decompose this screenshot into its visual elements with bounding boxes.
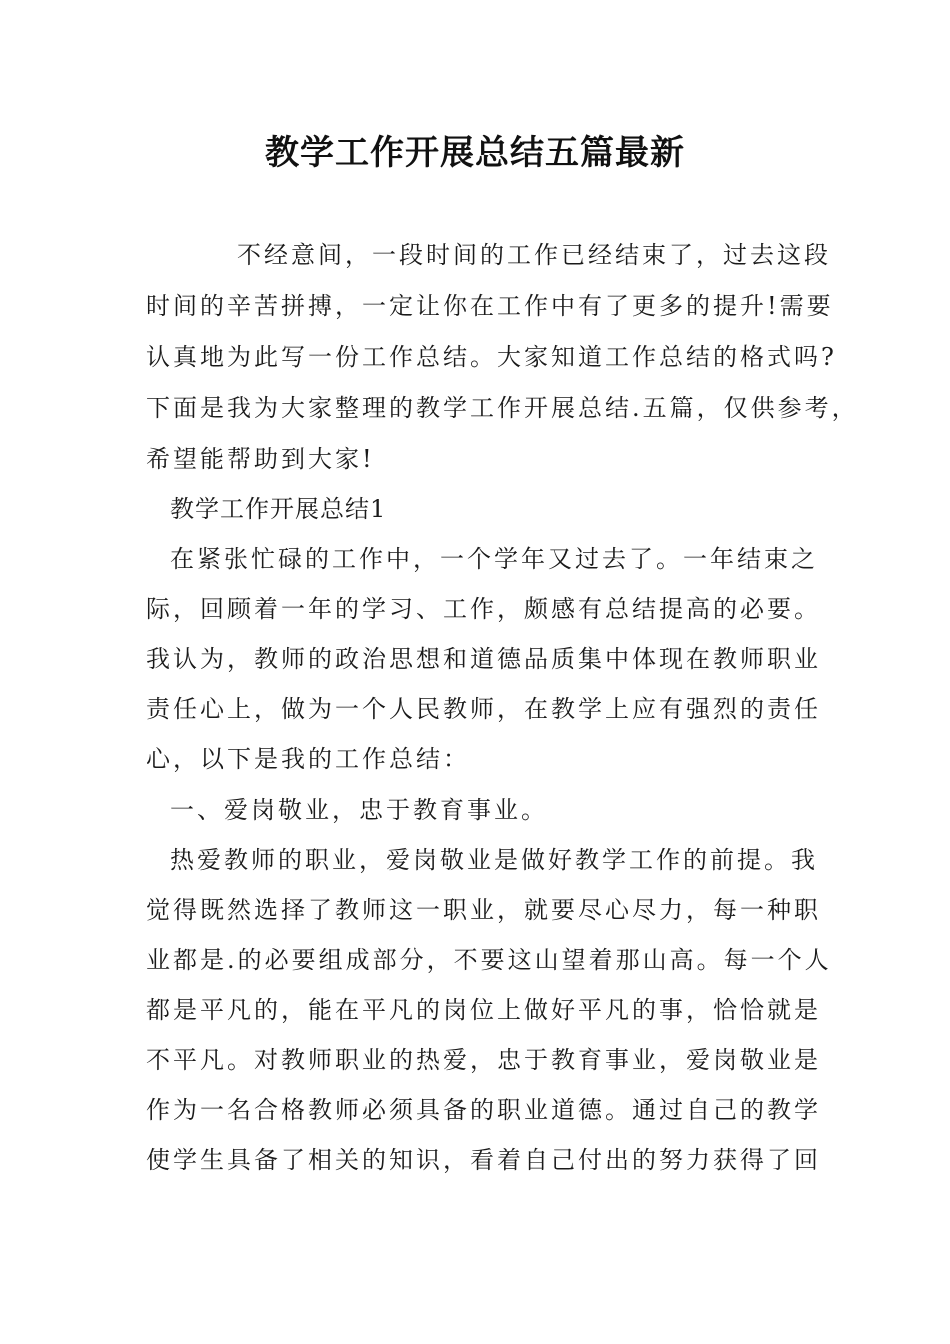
text-line: 业都是.的必要组成部分，不要这山望着那山高。每一个人	[146, 946, 832, 974]
text-line: 心，以下是我的工作总结：	[146, 745, 470, 773]
document-title: 教学工作开展总结五篇最新	[265, 133, 685, 173]
text-line: 作为一名合格教师必须具备的职业道德。通过自己的教学	[146, 1096, 821, 1124]
text-line: 认真地为此写一份工作总结。大家知道工作总结的格式吗?	[146, 343, 837, 371]
subsection-heading: 一、爱岗敬业，忠于教育事业。	[170, 796, 548, 824]
text-line: 时间的辛苦拼搏，一定让你在工作中有了更多的提升!需要	[146, 292, 834, 320]
text-line: 际，回顾着一年的学习、工作，颇感有总结提高的必要。	[146, 595, 821, 623]
text-line: 希望能帮助到大家!	[146, 445, 375, 473]
text-line: 我认为，教师的政治思想和道德品质集中体现在教师职业	[146, 645, 821, 673]
text-line: 都是平凡的，能在平凡的岗位上做好平凡的事，恰恰就是	[146, 996, 821, 1024]
text-line: 热爱教师的职业，爱岗敬业是做好教学工作的前提。我	[170, 846, 818, 874]
text-line: 下面是我为大家整理的教学工作开展总结.五篇，仅供参考，	[146, 394, 859, 422]
section-heading: 教学工作开展总结1	[170, 495, 387, 523]
text-line: 责任心上，做为一个人民教师，在教学上应有强烈的责任	[146, 695, 821, 723]
text-line: 使学生具备了相关的知识，看着自己付出的努力获得了回	[146, 1146, 821, 1174]
text-line: 不经意间，一段时间的工作已经结束了，过去这段	[237, 241, 831, 269]
text-line: 不平凡。对教师职业的热爱，忠于教育事业，爱岗敬业是	[146, 1046, 821, 1074]
text-line: 在紧张忙碌的工作中，一个学年又过去了。一年结束之	[170, 545, 818, 573]
text-line: 觉得既然选择了教师这一职业，就要尽心尽力，每一种职	[146, 896, 821, 924]
